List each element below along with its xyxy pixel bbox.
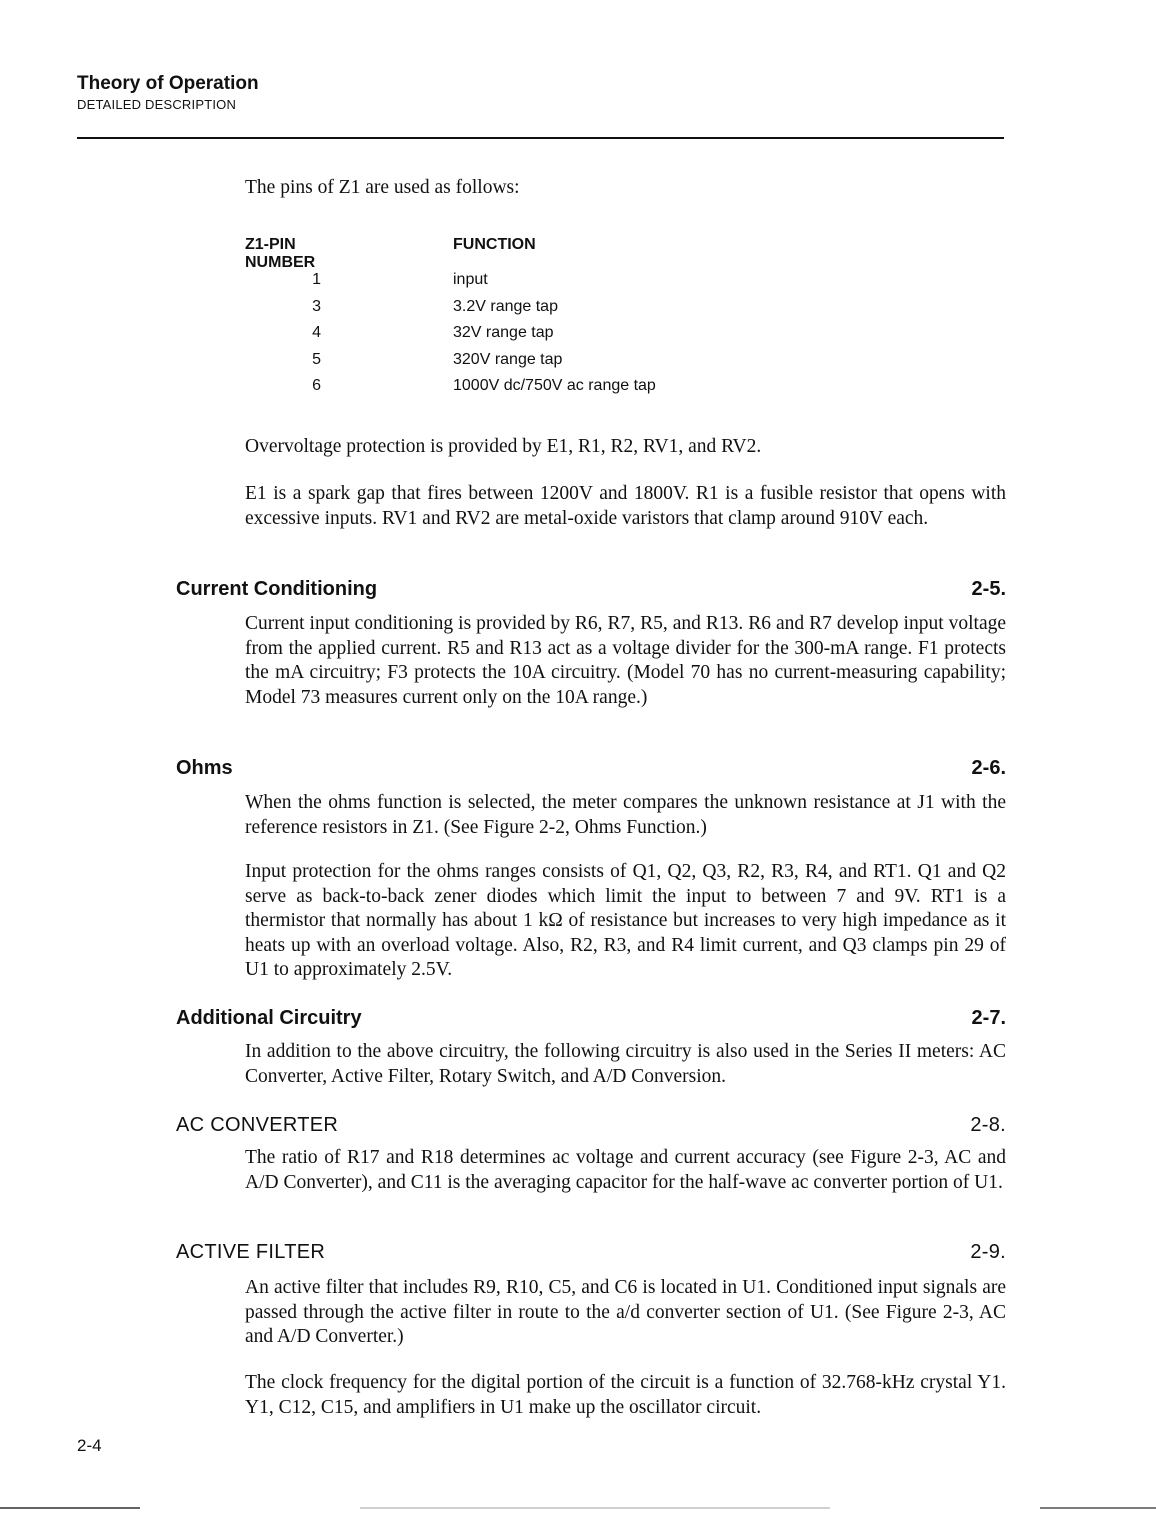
header-title: Theory of Operation [77,73,259,94]
section-number: 2-6. [971,757,1006,779]
section-heading-ac-converter [176,1114,1006,1140]
section-title: Ohms [176,757,233,779]
pin-function: 320V range tap [453,350,563,368]
pin-function: input [453,271,488,288]
section-title: AC CONVERTER [176,1114,339,1136]
pin-function: 3.2V range tap [453,297,558,315]
clock-paragraph: The clock frequency for the digital portion of the circuit is a function of 32.768-kHz crystal Y1. Y1, C12, C15, and amplifiers in U1 make up the oscillator circuit. [245,1372,1006,1418]
section-number: 2-9. [970,1241,1006,1263]
section-title: Additional Circuitry [176,1007,362,1029]
ohms-paragraph-1: When the ohms function is selected, the meter compares the unknown resistance at J1 with the reference resistors in Z1. (See Figure 2-2, Ohms Function.) [245,792,1006,838]
header-rule [77,137,1004,139]
section-heading-ohms [176,757,1006,783]
current-paragraph: Current input conditioning is provided by R6, R7, R5, and R13. R6 and R7 develop input voltage from the applied current. R5 and R13 act as a voltage divider for the 300-mA range. F1 protects the mA circuitry; F3 protects the 10A circuitry. (Model 70 has no current-measuring capability; Model 73 measures current only on the 10A range.) [245,613,1006,708]
pin-number: 5 [312,350,321,368]
section-heading-active-filter [176,1241,1006,1267]
section-heading-current [176,578,1006,604]
section-number: 2-5. [971,578,1006,600]
page-header [77,72,259,114]
section-heading-additional [176,1007,1006,1033]
scan-edge-line [0,1507,1156,1509]
overvoltage-paragraph: Overvoltage protection is provided by E1, R1, R2, RV1, and RV2. [245,436,762,457]
pin-column-header: Z1-PIN NUMBER [245,236,316,271]
section-title: ACTIVE FILTER [176,1241,326,1263]
page-number: 2-4 [77,1436,102,1455]
ac-converter-paragraph: The ratio of R17 and R18 determines ac voltage and current accuracy (see Figure 2-3, AC and A/D Converter), and C11 is the averaging capacitor for the half-wave ac converter portion of U1. [245,1147,1006,1193]
intro-paragraph: The pins of Z1 are used as follows: [245,177,520,198]
pin-number: 4 [312,324,321,341]
spark-gap-paragraph: E1 is a spark gap that fires between 1200V and 1800V. R1 is a fusible resistor that opens with excessive inputs. RV1 and RV2 are metal-oxide varistors that clamp around 910V each. [245,483,1006,529]
section-number: 2-7. [971,1007,1006,1029]
pin-function: 1000V dc/750V ac range tap [453,377,656,394]
pin-number: 1 [312,271,321,288]
section-number: 2-8. [970,1114,1006,1136]
ohms-paragraph-2: Input protection for the ohms ranges consists of Q1, Q2, Q3, R2, R3, R4, and RT1. Q1 and Q2 serve as back-to-back zener diodes which limit the input to between 7 and 9V. RT1 is a thermistor that normally has about 1 kΩ of resistance but increases to very high impedance as it heats up with an overload voltage. Also, R2, R3, and R4 limit current, and Q3 clamps pin 29 of U1 to approximately 2.5V. [245,861,1006,980]
section-title: Current Conditioning [176,578,378,600]
function-column-header: FUNCTION [453,236,536,253]
pin-function: 32V range tap [453,324,554,341]
pin-number: 6 [312,377,321,394]
pin-number: 3 [312,297,321,315]
active-filter-paragraph: An active filter that includes R9, R10, C5, and C6 is located in U1. Conditioned input signals are passed through the active filter in route to the a/d converter section of U1. (See Figure 2-3, AC and A/D Converter.) [245,1277,1006,1347]
header-subtitle: DETAILED DESCRIPTION [77,97,237,112]
additional-paragraph: In addition to the above circuitry, the following circuitry is also used in the Series II meters: AC Converter, Active Filter, Rotary Switch, and A/D Conversion. [245,1041,1006,1087]
